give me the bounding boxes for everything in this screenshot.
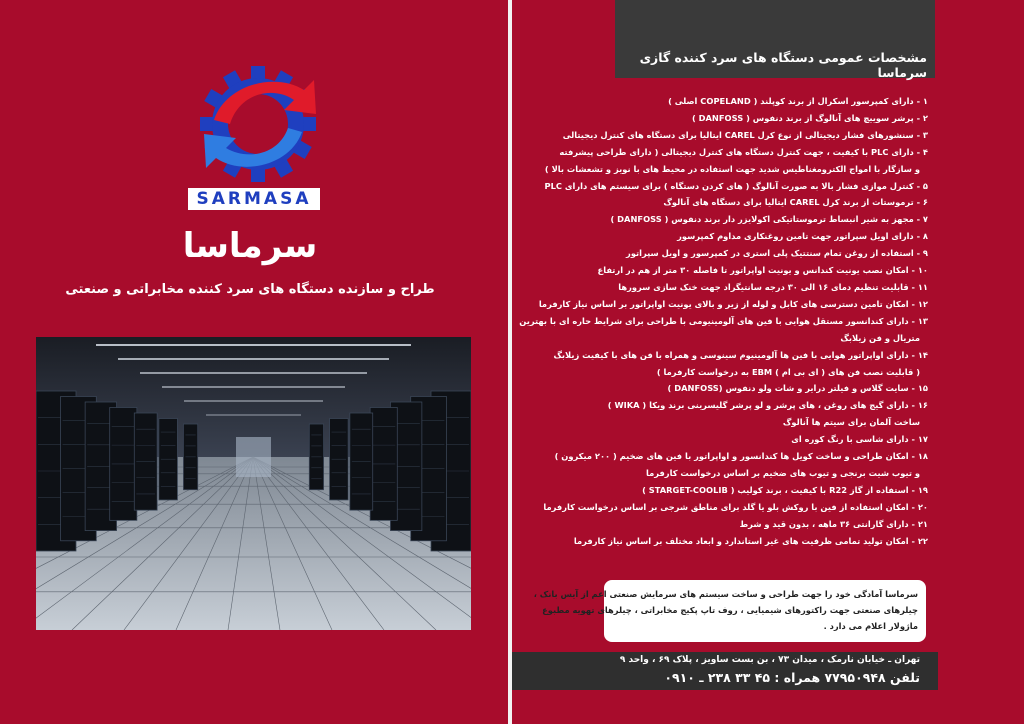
spec-list — [519, 93, 928, 549]
spec-item: ۲۱ - دارای گارانتی ۳۶ ماهه ، بدون قید و شرط — [739, 518, 928, 529]
notice-line: چیلرهای صنعتی جهت راکتورهای شیمیایی ، روف تاپ پکیج مخابراتی ، چیلرهای تهویه مطبوع — [542, 605, 918, 615]
spec-item: ۱۵ - سایت گلاس و فیلتر درایر و شات ولو دنفوس (DANFOSS ) — [667, 383, 928, 394]
spec-item: ۸ - دارای اویل سپراتور جهت تامین روغنکاری مداوم کمپرسور — [677, 231, 928, 242]
spec-item: ( قابلیت نصب فن های ( ای بی ام ) EBM به درخواست کارفرما ) — [656, 366, 920, 377]
notice-box — [533, 580, 926, 642]
spec-item: ۲۲ - امکان تولید تمامی ظرفیت های غیر استاندارد و ابعاد مختلف بر اساس نیاز کارفرما — [573, 535, 928, 546]
spec-item: ۴ - دارای PLC با کیفیت ، جهت کنترل دستگاه های کنترل دیجیتالی ( دارای طراحی پیشرفته — [559, 146, 928, 157]
spec-item: و سازگار با امواج الکترومغناطیس شدید جهت استفاده در محیط های با نویز و تشعشات بالا ) — [544, 163, 920, 174]
spec-item: ۱۳ - دارای کندانسور مستقل هوایی با فین های آلومینیومی با طراحی برای شرایط حاره ای با بهترین — [519, 315, 928, 326]
contact-address: تهران ـ خیابان نارمک ، میدان ۷۳ ، بن بست ساویز ، پلاک ۶۹ ، واحد ۹ — [619, 655, 920, 665]
logo-wordmark: SARMASA — [188, 188, 320, 210]
spec-item: ساخت آلمان برای سیتم ها آنالوگ — [782, 417, 920, 428]
spec-item: ۲۰ - امکان استفاده از فین با روکش بلو یا گلد برای مناطق شرجی بر اساس درخواست کارفرما — [543, 501, 928, 512]
spec-item: ۲ - پرشر سوییچ های آنالوگ از برند دنفوس ( DANFOSS ) — [691, 112, 928, 123]
brand-name: سرماسا — [182, 226, 318, 266]
spec-item: ۱۷ - دارای شاسی با رنگ کوره ای — [791, 434, 928, 445]
spec-item: ۱۸ - امکان طراحی و ساخت کویل ها کندانسور و اواپراتور با فین های ضخیم ( ۲۰۰ میکرون ) — [554, 451, 928, 462]
spec-item: ۷ - مجهز به شیر انبساط ترموستاتیکی اکولایزر دار برند دنفوس ( DANFOSS ) — [610, 214, 928, 225]
notice-line: ماژولار اعلام می دارد . — [823, 621, 918, 631]
spec-item: و تیوب شیت برنجی و تیوب های ضخیم بر اساس درخواست کارفرما — [645, 467, 920, 478]
spec-item: ۱۲ - امکان تامین دسترسی های کابل و لوله از زیر و بالای یونیت اواپراتور بر اساس نیاز کارفرما — [538, 298, 928, 309]
spec-item: ۱۴ - دارای اواپراتور هوایی با فین ها آلومینیوم سینوسی و همراه با فن های با کیفیت زیلابگ — [553, 349, 928, 360]
spec-item: ۱۶ - دارای گیج های روغن ، های پرشر و لو پرشر گلیسرینی برند ویکا ( WIKA ) — [607, 400, 928, 411]
brand-tagline: طراح و سازنده دستگاه های سرد کننده مخابراتی و صنعتی — [65, 282, 435, 297]
spec-title: مشخصات عمومی دستگاه های سرد کننده گازی سرماسا — [639, 50, 927, 80]
spec-item: ۱۱ - قابلیت تنظیم دمای ۱۶ الی ۳۰ درجه سانتیگراد جهت خنک سازی سرورها — [618, 281, 928, 292]
spec-item: ۹ - استفاده از روغن تمام سنتتیک پلی استری در کمپرسور و اویل سپراتور — [626, 248, 928, 259]
spec-item: ۱ - دارای کمپرسور اسکرال از برند کوپلند ( COPELAND اصلی ) — [668, 96, 928, 106]
spec-item: ۶ - ترموستات از برند کرل CAREL ایتالیا برای دستگاه های آنالوگ — [663, 197, 928, 208]
spec-item: متریال و فن زیلابگ — [840, 332, 920, 343]
spec-item: ۵ - کنترل موازی فشار بالا به صورت آنالوگ ( های کردن دستگاه ) برای سیستم های دارای PLC — [544, 180, 928, 191]
spec-item: ۳ - سنشورهای فشار دیجیتالی از نوع کرل CAREL ایتالیا برای دستگاه های کنترل دیجیتالی — [562, 129, 928, 140]
datacenter-photo — [36, 337, 471, 630]
notice-line: سرماسا آمادگی خود را جهت طراحی و ساخت سیستم های سرمایش صنعتی اعم از آیس بانک ، — [533, 589, 918, 599]
spec-item: ۱۰ - امکان نصب یونیت کندانس و یونیت اواپراتور تا فاصله ۳۰ متر از هم در ارتفاع — [597, 265, 928, 276]
contact-phone: تلفن ۷۷۹۵۰۹۴۸ همراه : ۴۵ ۳۳ ۲۳۸ ـ ۰۹۱۰ — [664, 670, 920, 685]
spec-item: ۱۹ - استفاده از گاز R22 با کیفیت ، برند کولیب ( STARGET-COOLIB ) — [642, 484, 928, 495]
